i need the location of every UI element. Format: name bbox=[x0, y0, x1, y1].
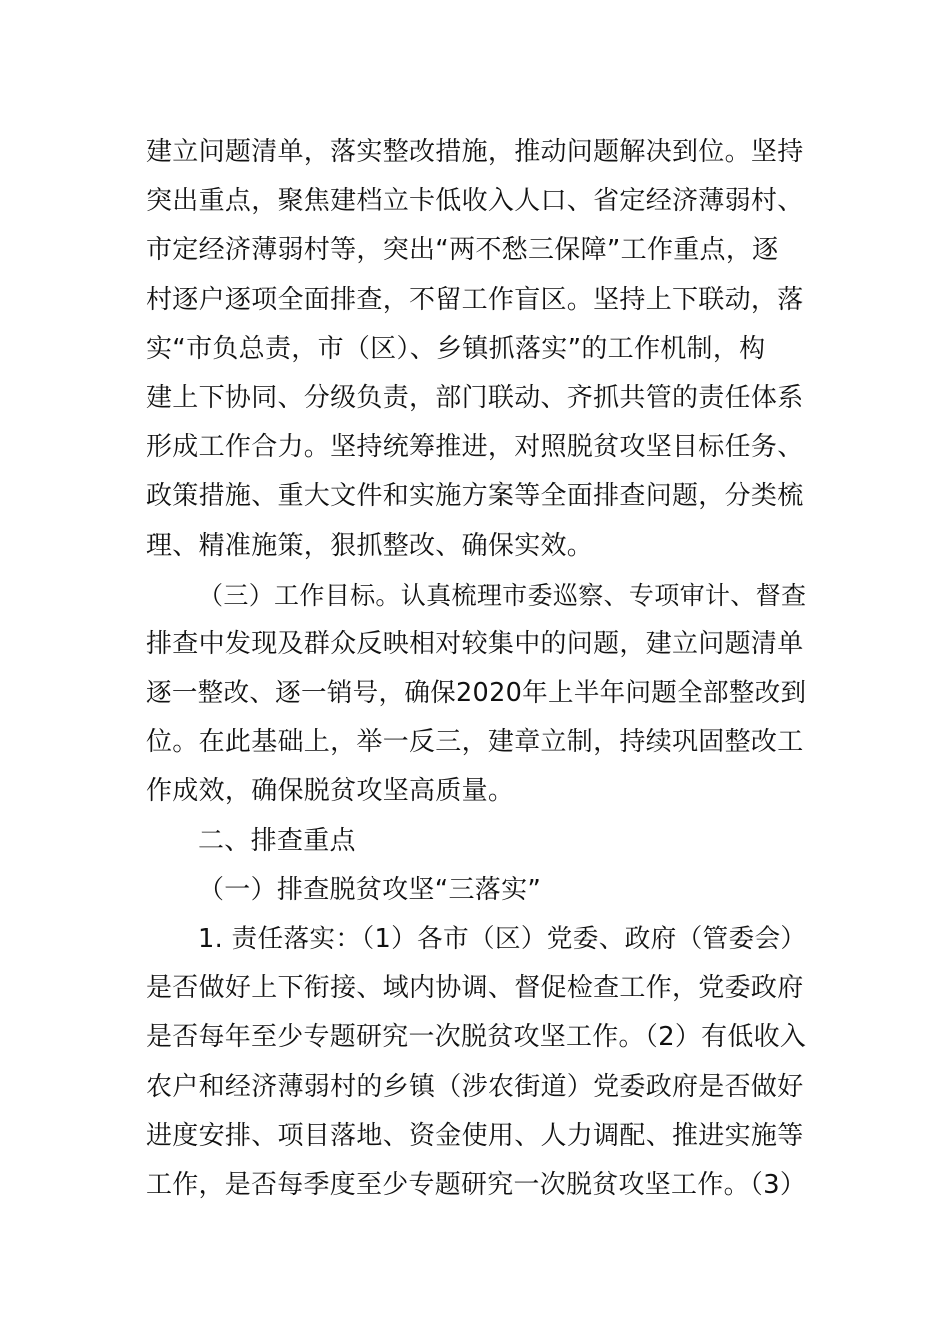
section-heading: 二、排查重点 bbox=[198, 825, 356, 856]
text-line: 实“市负总责，市（区）、乡镇抓落实”的工作机制，构 bbox=[146, 333, 766, 364]
text-line: 建上下协同、分级负责，部门联动、齐抓共管的责任体系 bbox=[146, 382, 804, 413]
text-line: 突出重点，聚焦建档立卡低收入人口、省定经济薄弱村、 bbox=[146, 186, 804, 217]
paragraph-work-goals bbox=[146, 571, 806, 817]
text-line: 逐一整改、逐一销号，确保2020年上半年问题全部整改到 bbox=[146, 678, 807, 709]
text-line: 建立问题清单，落实整改措施，推动问题解决到位。坚持 bbox=[146, 137, 804, 167]
text-line: 村逐户逐项全面排查，不留工作盲区。坚持上下联动，落 bbox=[146, 284, 804, 315]
text-line: 1. 责任落实：（1）各市（区）党委、政府（管委会） bbox=[198, 924, 807, 954]
text-line: 作成效，确保脱贫攻坚高质量。 bbox=[146, 776, 515, 807]
paragraph-principles bbox=[146, 128, 806, 571]
document-body bbox=[146, 128, 806, 1210]
text-line: 进度安排、项目落地、资金使用、人力调配、推进实施等 bbox=[146, 1120, 804, 1151]
subsection-heading: （一）排查脱贫攻坚“三落实” bbox=[198, 874, 542, 905]
text-line: 政策措施、重大文件和实施方案等全面排查问题，分类梳 bbox=[146, 481, 804, 512]
text-line: 是否做好上下衔接、域内协调、督促检查工作，党委政府 bbox=[146, 973, 804, 1004]
paragraph-responsibility bbox=[146, 915, 806, 1210]
text-line: 理、精准施策，狠抓整改、确保实效。 bbox=[146, 530, 594, 561]
heading-three-implementations bbox=[146, 866, 806, 915]
text-line: 农户和经济薄弱村的乡镇（涉农街道）党委政府是否做好 bbox=[146, 1071, 804, 1102]
text-line: 工作，是否每季度至少专题研究一次脱贫攻坚工作。（3） bbox=[146, 1169, 807, 1200]
text-line: （三）工作目标。认真梳理市委巡察、专项审计、督查 bbox=[198, 580, 807, 610]
heading-inspection-focus bbox=[146, 817, 806, 866]
text-line: 市定经济薄弱村等，突出“两不愁三保障”工作重点，逐 bbox=[146, 235, 779, 266]
text-line: 位。在此基础上，举一反三，建章立制，持续巩固整改工 bbox=[146, 727, 804, 758]
text-line: 是否每年至少专题研究一次脱贫攻坚工作。（2）有低收入 bbox=[146, 1022, 807, 1053]
text-line: 形成工作合力。坚持统筹推进，对照脱贫攻坚目标任务、 bbox=[146, 432, 804, 463]
text-line: 排查中发现及群众反映相对较集中的问题，建立问题清单 bbox=[146, 628, 804, 659]
